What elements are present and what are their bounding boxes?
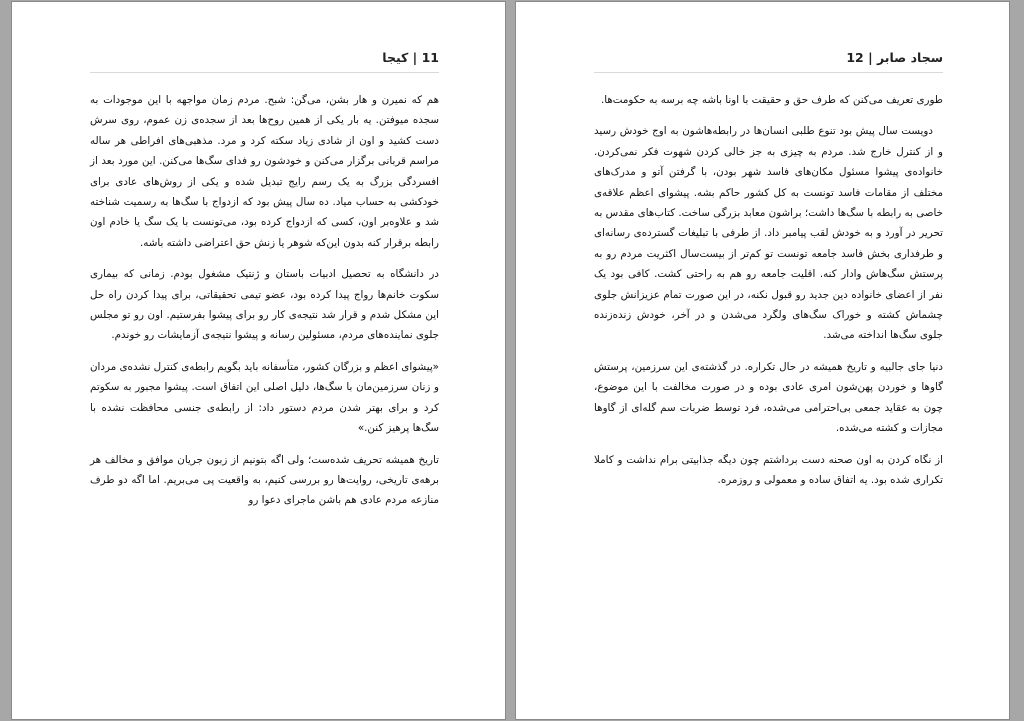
header-divider [594, 72, 943, 73]
paragraph: تاریخ همیشه تحریف شده‌ست؛ ولی اگه بتونیم از زبون جریان موافق و مخالف هر برهه‌ی تاریخی، روایت‌ها رو بررسی کنیم، به واقعیت پی می‌بریم. اما اگه دو طرف منازعه مردم عادی هم باشن ماجرای دعوا رو [90, 453, 439, 507]
page-body [594, 90, 943, 501]
page-right [516, 2, 1009, 719]
page-body [90, 90, 439, 522]
paragraph: از نگاه کردن به اون صحنه دست برداشتم چون دیگه جذابیتی برام نداشت و کاملا تکراری شده بود. یه اتفاق ساده و معمولی و روزمره. [594, 453, 943, 486]
page-header: 11 | کیجا [382, 50, 439, 65]
paragraph: در دانشگاه به تحصیل ادبیات باستان و ژنتیک مشغول بودم. زمانی که بیماری سکوت خانم‌ها رواج پیدا کرده بود، عضو تیمی تحقیقاتی، برای پیدا کردن راه حل این مشکل شدم و قرار شد نتیجه‌ی کار رو برای پیشوا بفرستیم. اون رو تو مجلس جلوی نماینده‌های مردم، مسئولین رسانه و پیشوا نتیجه‌ی آزمایشات رو خوندم. [90, 268, 439, 342]
paragraph: طوری تعریف می‌کنن که طرف حق و حقیقت با اونا باشه چه برسه به حکومت‌ها. [600, 94, 943, 106]
paragraph: دویست سال پیش بود تنوع طلبی انسان‌ها در رابطه‌هاشون به اوج خودش رسید و از کنترل خارج شد. مردم به چیزی به جز خالی کردن شهوت فکر نمی‌کردن. خانواده‌ی پیشوا مسئول مکان‌های فاسد شهر بودن، با گرفتن آتو و مدرک‌های مختلف از مقامات فاسد تونست به کل کشور حاکم بشه. پیشوای اعظم علاقه‌ی خاصی به رابطه با سگ‌ها داشت؛ براشون معابد بزرگی ساخت. کتاب‌های مقدس به تحریر در آورد و به خودش لقب پیامبر داد. از طرفی با تبلیغات گسترده‌ی رسانه‌ای و طرفداری بخش فاسد جامعه تونست تو کم‌تر از بیست‌سال اکثریت مردم رو به پرستش سگ‌هاش وادار کنه. اقلیت جامعه رو هم به راحتی کشت. کافی بود یک نفر از اعضای خانواده دین جدید رو قبول نکنه، در این صورت تمام عزیزانش جلوی چشماش کشته و خوراک سگ‌های ولگرد می‌شدن و در آخر، خودش زنده‌زنده جلوی سگ‌ها انداخته می‌شد. [594, 125, 943, 342]
header-divider [90, 72, 439, 73]
paragraph: دنیا جای جالبیه و تاریخ همیشه در حال تکراره. در گذشته‌ی این سرزمین، پرستش گاوها و خوردن پهن‌شون امری عادی بوده و در صورت مخالفت با این موضوع، چون به عقاید جمعی بی‌احترامی می‌شده، فرد توسط ضربات سم گله‌ای از گاوها مجازات و کشته می‌شده. [594, 360, 943, 435]
page-left [12, 2, 505, 719]
paragraph: هم که نمیرن و هار بشن، می‌گن: شبح. مردم زمان مواجهه با این موجودات به سجده میوفتن. یه بار یکی از همین روح‌ها بعد از سجده‌ی زن عموم، روی سرش دست کشید و اون از شادی زیاد سکته کرد و مرد. مذهبی‌های افراطی هر ساله مراسم قربانی برگزار می‌کنن و خودشون رو فدای سگ‌ها می‌کنن. این مورد بعد از افسردگی بزرگ به یک رسم رایج تبدیل شده و یکی از روش‌های عادی برای خودکشی به حساب میاد. ده سال پیش بود که ازدواج با سگ‌ها به رسمیت شناخته شد و علاوه‌بر اون، کسی که ازدواج کرده بود، می‌تونست با یک سگ یا خادم اون رابطه برقرار کنه بدون این‌که شوهر یا زنش حق اعتراضی داشته باشه. [90, 94, 439, 249]
page-header: سجاد صابر | 12 [846, 50, 943, 65]
paragraph: «پیشوای اعظم و بزرگان کشور، متأسفانه باید بگویم رابطه‌ی کنترل نشده‌ی مردان و زنان سرزمین‌مان با سگ‌ها، دلیل اصلی این اتفاق است. پیشوا مجبور به سکوتم کرد و برای بهتر شدن مردم دستور داد: از رابطه‌ی جنسی محافظت نشده با سگ‌ها پرهیز کنن.» [90, 360, 439, 435]
